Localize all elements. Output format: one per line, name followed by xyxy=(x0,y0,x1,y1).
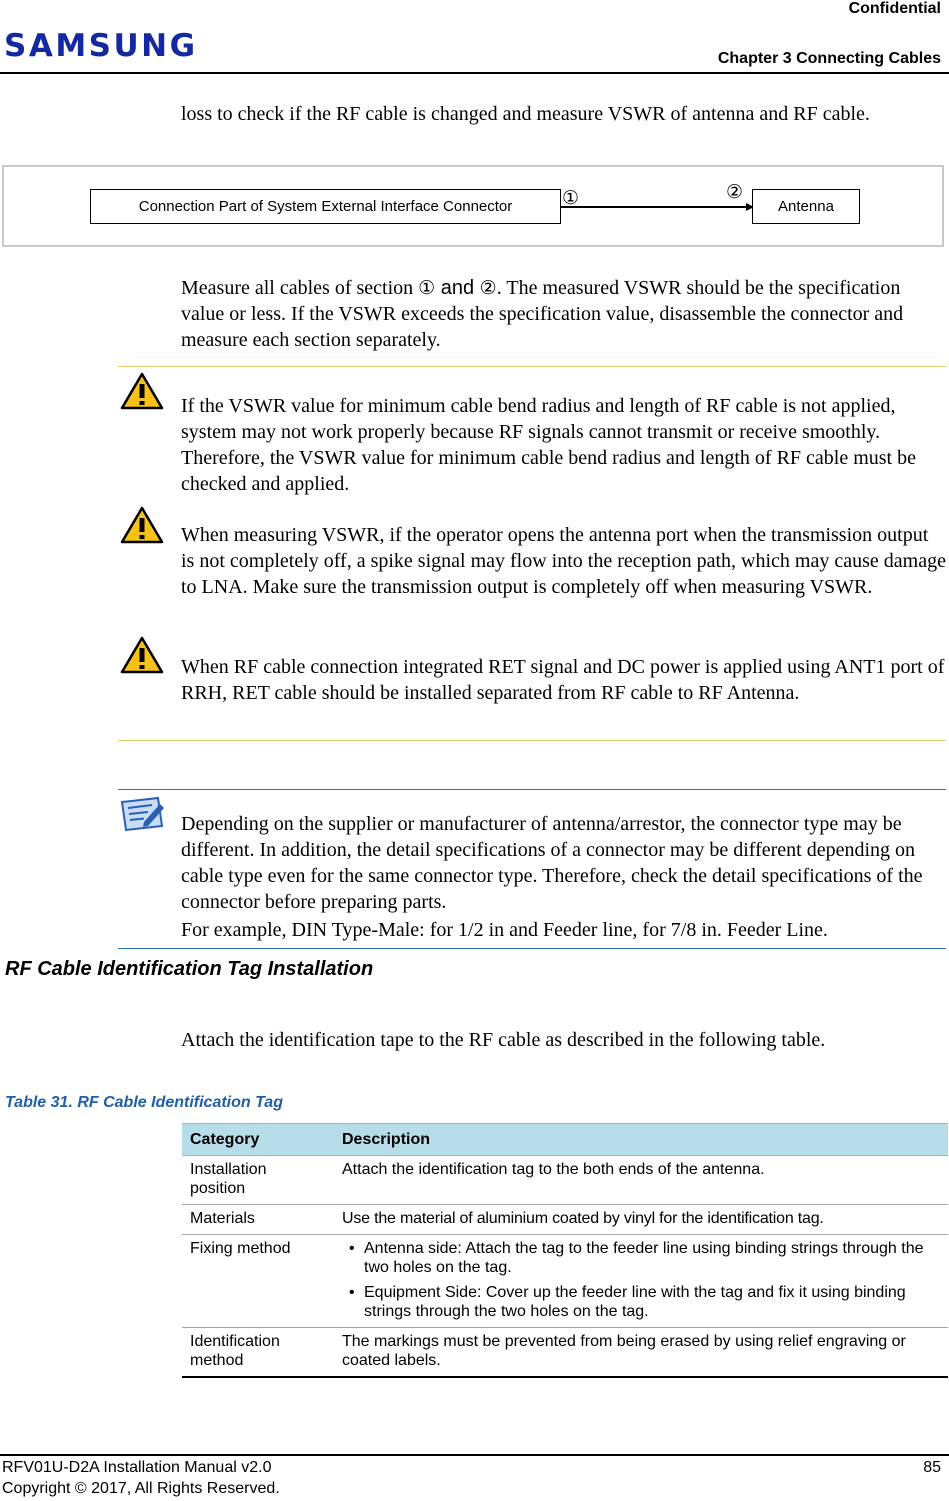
identification-tag-table xyxy=(182,1123,948,1378)
measure-text-start: Measure all cables of section xyxy=(181,277,419,299)
caution-bottom-rule xyxy=(118,740,946,741)
cell-description: Attach the identification tag to the both ends of the antenna. xyxy=(334,1156,948,1205)
cell-description: The markings must be prevented from being erased by using relief engraving or coated labels. xyxy=(334,1328,948,1378)
chapter-title: Chapter 3 Connecting Cables xyxy=(717,50,941,67)
measure-text-end: . The measured VSWR should be the specification value or less. If the VSWR exceeds the specification value, disassemble the connector and measure each section separately. xyxy=(181,277,904,351)
header-divider xyxy=(0,72,949,74)
note-top-rule xyxy=(118,789,946,790)
table-caption: Table 31. RF Cable Identification Tag xyxy=(5,1094,283,1111)
cell-category: Installation position xyxy=(182,1156,334,1205)
caution-top-rule xyxy=(118,366,946,367)
cell-category: Fixing method xyxy=(182,1235,334,1328)
intro-paragraph: loss to check if the RF cable is changed and measure VSWR of antenna and RF cable. xyxy=(181,103,870,125)
connection-diagram xyxy=(2,165,944,247)
section-paragraph: Attach the identification tape to the RF cable as described in the following table. xyxy=(181,1029,826,1051)
list-item: • Antenna side: Attach the tag to the feeder line using binding strings through the two holes on the tag. xyxy=(364,1239,940,1277)
caution-text-1: If the VSWR value for minimum cable bend radius and length of RF cable is not applied, system may not work properly because RF signals cannot transmit or receive smoothly. Therefore, the VSWR value for minimum cable bend radius and length of RF cable must be checked and applied. xyxy=(181,395,916,495)
table-header-row xyxy=(182,1124,948,1156)
measure-and: and xyxy=(435,277,480,299)
section-heading: RF Cable Identification Tag Installation xyxy=(5,958,374,980)
page-number: 85 xyxy=(923,1459,941,1476)
table-row xyxy=(182,1328,948,1378)
measure-marker-1: ① xyxy=(418,277,436,299)
header-description: Description xyxy=(334,1124,948,1156)
fixing-method-list xyxy=(342,1239,940,1321)
table-row xyxy=(182,1156,948,1205)
warning-icon xyxy=(120,372,164,410)
samsung-logo: SAMSUNG xyxy=(4,28,198,64)
note-example: For example, DIN Type-Male: for 1/2 in and Feeder line, for 7/8 in. Feeder Line. xyxy=(181,919,828,941)
section-marker-2: ② xyxy=(726,181,744,203)
cell-description xyxy=(334,1235,948,1328)
antenna-box: Antenna xyxy=(752,189,860,224)
connector-box: Connection Part of System External Interface Connector xyxy=(90,189,561,224)
warning-icon xyxy=(120,506,164,544)
note-bottom-rule xyxy=(118,948,946,949)
caution-text-3: When RF cable connection integrated RET signal and DC power is applied using ANT1 port of RRH, RET cable should be installed separated from RF cable to RF Antenna. xyxy=(181,656,945,704)
table-row xyxy=(182,1235,948,1328)
warning-icon xyxy=(120,636,164,674)
cell-category: Identification method xyxy=(182,1328,334,1378)
confidential-label: Confidential xyxy=(848,0,941,17)
footer-divider xyxy=(0,1454,949,1456)
measure-marker-2: ② xyxy=(479,277,497,299)
header-category: Category xyxy=(182,1124,334,1156)
cell-category: Materials xyxy=(182,1205,334,1235)
cell-description: Use the material of aluminium coated by vinyl for the identification tag. xyxy=(334,1205,948,1235)
footer-manual-title: RFV01U-D2A Installation Manual v2.0 xyxy=(2,1459,272,1476)
caution-text-2: When measuring VSWR, if the operator opens the antenna port when the transmission output is not completely off, a spike signal may flow into the reception path, which may cause damage to LNA. Make sure the transmission output is completely off when measuring VSWR. xyxy=(181,524,946,598)
list-item: • Equipment Side: Cover up the feeder line with the tag and fix it using binding strings through the two holes on the tag. xyxy=(364,1283,940,1321)
note-text: Depending on the supplier or manufacturer of antenna/arrestor, the connector type may be different. In addition, the detail specifications of a connector may be different depending on cable type even for the same connector type. Therefore, check the detail specifications of the connector before preparing parts. xyxy=(181,813,923,913)
table-row xyxy=(182,1205,948,1235)
note-icon xyxy=(118,796,166,832)
footer-copyright: Copyright © 2017, All Rights Reserved. xyxy=(2,1480,280,1497)
measure-paragraph xyxy=(181,275,941,353)
section-marker-1: ① xyxy=(562,187,580,209)
